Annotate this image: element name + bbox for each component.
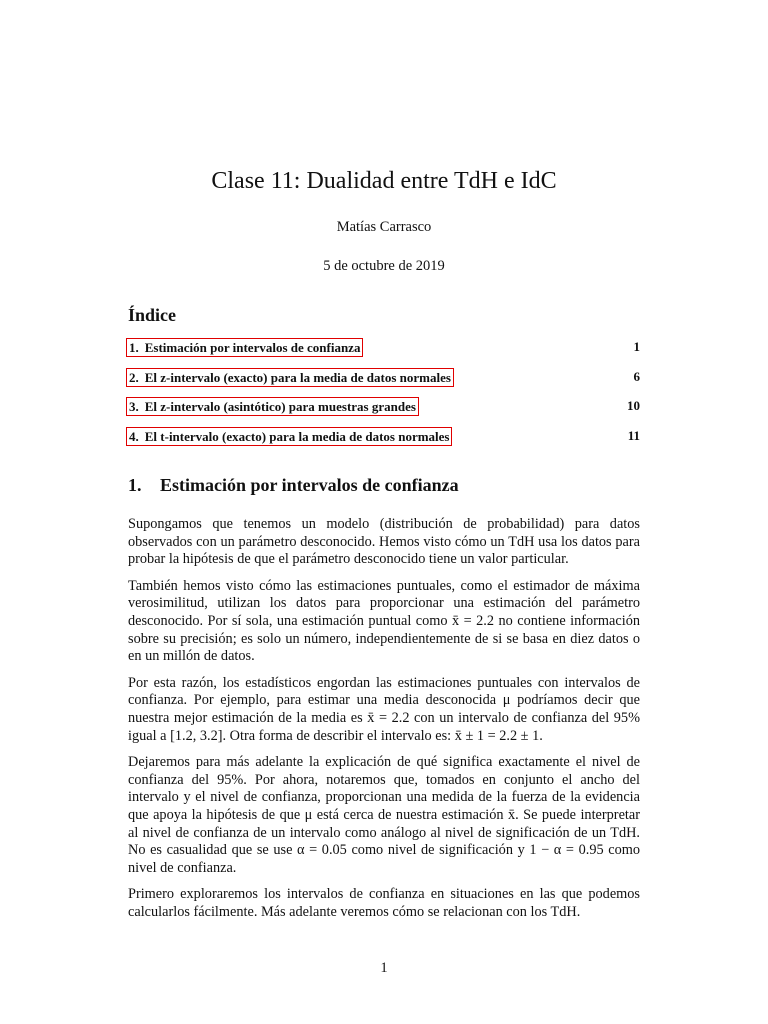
page-number: 1 <box>380 960 388 976</box>
toc-page: 11 <box>627 427 640 443</box>
section-heading <box>128 474 459 496</box>
toc-row <box>128 397 640 414</box>
toc-link-2[interactable] <box>126 368 454 387</box>
section-body <box>128 516 640 930</box>
toc-page: 10 <box>627 398 640 413</box>
toc-label: El z-intervalo (exacto) para la media de datos normales <box>144 369 451 385</box>
toc-page: 6 <box>633 368 640 384</box>
toc-heading: Índice <box>128 305 177 325</box>
toc-link-1[interactable] <box>126 338 363 357</box>
toc-link-3[interactable] <box>126 397 419 416</box>
paragraph: Supongamos que tenemos un modelo (distribución de probabilidad) para datos observados con un parámetro desconocido. Hemos visto cómo un TdH usa los datos para probar la hipótesis de que el parámetro desconocido tiene un valor particular. <box>128 516 640 568</box>
toc-number: 4. <box>129 428 139 444</box>
paragraph: Por esta razón, los estadísticos engordan las estimaciones puntuales con intervalos de confianza. Por ejemplo, para estimar una media desconocida μ podríamos decir que nuestra mejor estimación de la media es x̄ = 2.2 con un intervalo de confianza del 95% igual a [1.2, 3.2]. Otra forma de describir el intervalo es: x̄ ± 1 = 2.2 ± 1. <box>128 674 640 744</box>
toc-number: 2. <box>129 369 139 385</box>
paper-title: Clase 11: Dualidad entre TdH e IdC <box>211 168 557 194</box>
toc-page: 1 <box>633 339 640 354</box>
paper-date: 5 de octubre de 2019 <box>323 258 445 274</box>
paragraph: Primero exploraremos los intervalos de confianza en situaciones en las que podemos calcularlos fácilmente. Más adelante veremos cómo se relacionan con los TdH. <box>128 886 640 920</box>
paper-author: Matías Carrasco <box>336 219 432 235</box>
table-of-contents <box>128 338 640 456</box>
toc-number: 3. <box>129 399 139 414</box>
toc-label: El t-intervalo (exacto) para la media de datos normales <box>144 428 450 444</box>
section-number: 1. <box>128 475 142 495</box>
paragraph: Dejaremos para más adelante la explicación de qué significa exactamente el nivel de confianza del 95%. Por ahora, notaremos que, tomados en conjunto el ancho del intervalo y el nivel de confianza, proporcionan una medida de la fuerza de la evidencia que apoya la hipótesis de que μ está cerca de nuestra estimación x̄. Se puede interpretar al nivel de confianza de un intervalo como análogo al nivel de significación de un TdH. No es casualidad que se use α = 0.05 como nivel de significación y 1 − α = 0.95 como nivel de confianza. <box>128 754 640 876</box>
toc-number: 1. <box>129 340 139 355</box>
toc-row <box>128 368 640 385</box>
toc-label: Estimación por intervalos de confianza <box>144 340 361 355</box>
paragraph: También hemos visto cómo las estimaciones puntuales, como el estimador de máxima verosimilitud, utilizan los datos para proporcionar una estimación del parámetro desconocido. Por sí sola, una estimación puntual como x̄ = 2.2 no contiene información sobre su precisión; es solo un número, independientemente de si se basa en diez datos o en un millón de datos. <box>128 577 640 665</box>
toc-link-4[interactable] <box>126 427 452 446</box>
section-title: Estimación por intervalos de confianza <box>160 475 459 495</box>
toc-row <box>128 427 640 444</box>
toc-label: El z-intervalo (asintótico) para muestras grandes <box>144 399 416 414</box>
toc-row <box>128 338 640 355</box>
